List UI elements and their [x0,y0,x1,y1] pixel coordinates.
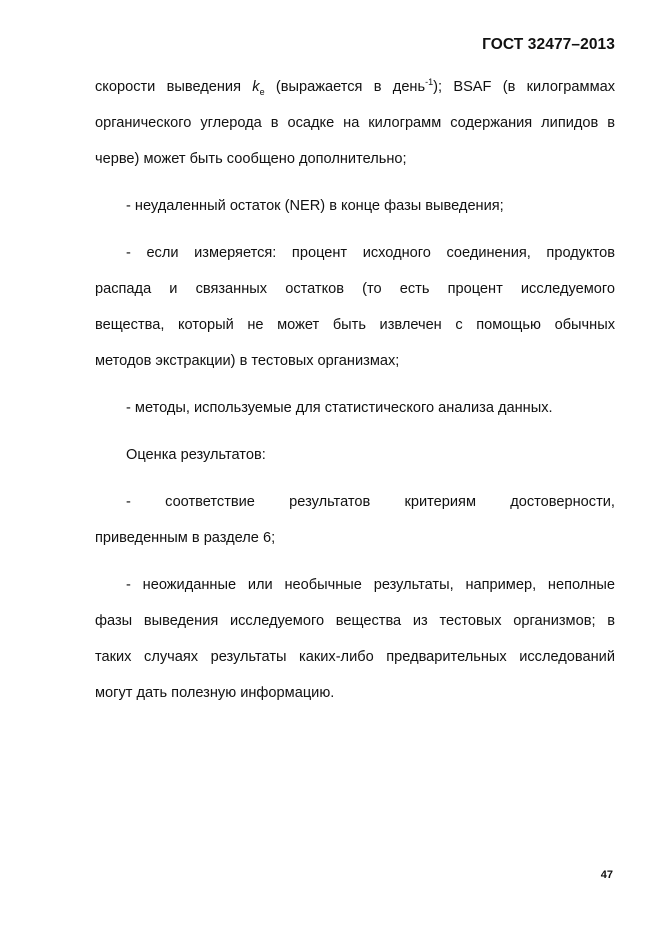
text-line: таких случаях результаты каких-либо предварительных исследований [95,649,615,665]
list-item-unexpected-results [95,567,615,711]
body-text [95,69,615,722]
text-line: - если измеряется: процент исходного соединения, продуктов [126,245,615,261]
text-line: - неожиданные или необычные результаты, например, неполные [126,577,615,593]
list-item-ner [95,188,615,224]
text-line: черве) может быть сообщено дополнительно; [95,151,407,167]
page-number: 47 [600,869,613,881]
list-item-validity-criteria [95,484,615,556]
text-line: - неудаленный остаток (NER) в конце фазы выведения; [126,198,504,214]
text-line: приведенным в разделе 6; [95,530,276,546]
list-item-measured-percent [95,235,615,379]
text-line: распада и связанных остатков (то есть процент исследуемого [95,281,615,297]
rate-constant-subscript: e [259,86,265,97]
results-evaluation-heading [95,437,615,473]
text-line: фазы выведения исследуемого вещества из тестовых организмов; в [95,613,615,629]
rate-constant-symbol: k [252,79,260,95]
text-line: Оценка результатов: [126,447,266,463]
text-line: - соответствие результатов критериям достоверности, [126,494,615,510]
unit-exponent: -1 [425,77,434,88]
text-line: - методы, используемые для статистического анализа данных. [126,400,553,416]
text-line: скорости выведения $k_e$ (выражается в день$^{-1}$); BSAF (в килограммах [95,77,616,97]
text-line: могут дать полезную информацию. [95,685,335,701]
standard-number-header: ГОСТ 32477–2013 [482,36,615,53]
paragraph-rate-constants [95,69,615,177]
text-line: органического углерода в осадке на килограмм содержания липидов в [95,115,615,131]
list-item-statistics-methods [95,390,615,426]
text-line: методов экстракции) в тестовых организмах; [95,353,400,369]
text-line: вещества, который не может быть извлечен с помощью обычных [95,317,615,333]
